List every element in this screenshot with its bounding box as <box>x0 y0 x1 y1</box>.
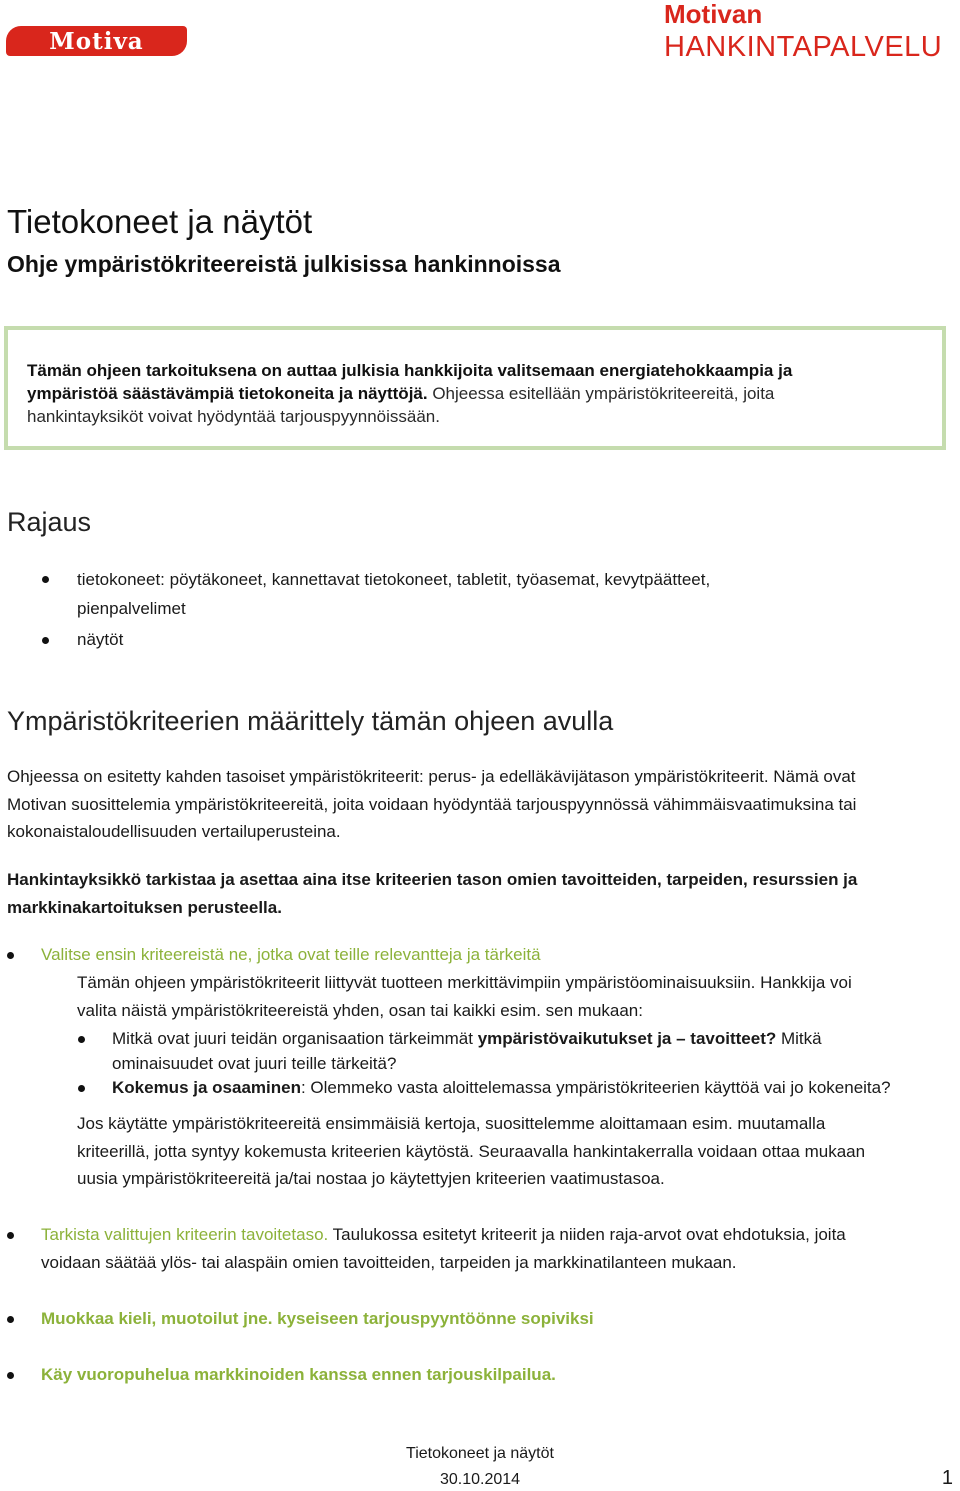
hankintapalvelu-logo <box>664 0 956 64</box>
criteria-para1-line1: Ohjeessa on esitetty kahden tasoiset ympäristökriteerit: perus- ja edelläkävijätason ympäristökriteerit. Nämä ovat <box>7 767 856 786</box>
intro-line2-bold: ympäristöä säästävämpiä tietokoneita ja näyttöjä. <box>27 384 428 403</box>
bullet-icon <box>42 576 49 583</box>
page-subtitle: Ohje ympäristökriteereistä julkisissa hankinnoissa <box>7 251 561 277</box>
step1-sub2-b: : Olemmeko vasta aloittelemassa ympäristökriteerien käyttöä vai jo kokeneita? <box>300 1078 891 1097</box>
intro-line3: hankintayksiköt voivat hyödyntää tarjouspyynnöissään. <box>27 407 440 426</box>
page-number: 1 <box>941 1467 953 1489</box>
step1-sub1-line2: ominaisuudet ovat juuri teille tärkeitä? <box>112 1054 397 1073</box>
bullet-icon <box>7 1316 14 1323</box>
section-heading-rajaus: Rajaus <box>7 507 92 537</box>
criteria-para1-line3: kokonaistaloudellisuuden vertailuperusteina. <box>7 822 341 841</box>
bullet-icon <box>7 1232 14 1239</box>
motiva-logo <box>6 26 187 56</box>
bullet-icon <box>42 637 49 644</box>
step2-rest: Taulukossa esitetyt kriteerit ja niiden raja-arvot ovat ehdotuksia, joita <box>328 1225 846 1244</box>
hankintapalvelu-logo-line1: Motivan <box>664 0 763 29</box>
step1-sub1-line1 <box>112 1025 822 1053</box>
intro-line1: Tämän ohjeen tarkoituksena on auttaa julkisia hankkijoita valitsemaan energiatehokkaampia ja <box>27 361 793 380</box>
step1-text2-line1: Jos käytätte ympäristökriteereitä ensimmäisiä kertoja, suosittelemme aloittamaan esim. muutamalla <box>77 1114 826 1133</box>
rajaus-item-1-line1: tietokoneet: pöytäkoneet, kannettavat tietokoneet, tabletit, työasemat, kevytpäätteet, <box>77 570 711 589</box>
bullet-icon <box>7 1372 14 1379</box>
criteria-para2-line2: markkinakartoituksen perusteella. <box>7 898 282 917</box>
step4: Käy vuoropuhelua markkinoiden kanssa ennen tarjouskilpailua. <box>41 1365 556 1384</box>
step3: Muokkaa kieli, muotoilut jne. kyseiseen tarjouspyyntöönne sopiviksi <box>41 1309 594 1328</box>
step1-sub2 <box>112 1074 891 1102</box>
step2-title: Tarkista valittujen kriteerin tavoitetaso. <box>41 1225 329 1244</box>
bullet-icon <box>78 1036 85 1043</box>
hankintapalvelu-logo-line2: HANKINTAPALVELU <box>664 31 943 63</box>
intro-box <box>4 326 946 450</box>
step1-title: Valitse ensin kriteereistä ne, jotka ovat teille relevantteja ja tärkeitä <box>41 945 541 964</box>
criteria-para2-line1: Hankintayksikkö tarkistaa ja asettaa aina itse kriteerien tason omien tavoitteiden, tarpeiden, resurssien ja <box>7 870 858 889</box>
step1-text2-line2: kriteerillä, jotta syntyy kokemusta kriteerien käytöstä. Seuraavalla hankintakerralla voidaan ottaa mukaan <box>77 1142 866 1161</box>
step1-sub1-c: Mitkä <box>776 1029 822 1048</box>
step1-sub2-a: Kokemus ja osaaminen <box>112 1078 301 1097</box>
bullet-icon <box>78 1085 85 1092</box>
intro-line2-rest: Ohjeessa esitellään ympäristökriteereitä, joita <box>427 384 775 403</box>
footer-date: 30.10.2014 <box>439 1471 521 1488</box>
step1-text-line2: valita näistä ympäristökriteereistä yhden, osan tai kaikki esim. sen mukaan: <box>77 1001 643 1020</box>
rajaus-item-2: näytöt <box>77 630 124 649</box>
step2-line2: voidaan säätää ylös- tai alaspäin omien tavoitteiden, tarpeiden ja markkinatilanteen mukaan. <box>41 1253 737 1272</box>
step2-line1 <box>41 1221 846 1249</box>
motiva-logo-text: Motiva <box>49 27 144 55</box>
step1-text-line1: Tämän ohjeen ympäristökriteerit liittyvät tuotteen merkittävimpiin ympäristöominaisuuksiin. Hankkija voi <box>77 973 852 992</box>
step1-sub1-a: Mitkä ovat juuri teidän organisaation tärkeimmät <box>112 1029 478 1048</box>
page-title: Tietokoneet ja näytöt <box>7 203 313 240</box>
criteria-para1-line2: Motivan suosittelemia ympäristökriteereitä, joita voidaan hyödyntää tarjouspyynnössä vähimmäisvaatimuksina tai <box>7 795 857 814</box>
bullet-icon <box>7 952 14 959</box>
step1-text2-line3: uusia ympäristökriteereitä ja/tai nostaa jo käytettyjen kriteerien vaatimustasoa. <box>77 1169 665 1188</box>
step1-sub1-b: ympäristövaikutukset ja – tavoitteet? <box>477 1029 777 1048</box>
footer-title: Tietokoneet ja näytöt <box>406 1445 554 1462</box>
rajaus-item-1-line2: pienpalvelimet <box>77 599 186 618</box>
intro-text <box>27 359 927 428</box>
section-heading-criteria: Ympäristökriteerien määrittely tämän ohjeen avulla <box>7 706 614 736</box>
